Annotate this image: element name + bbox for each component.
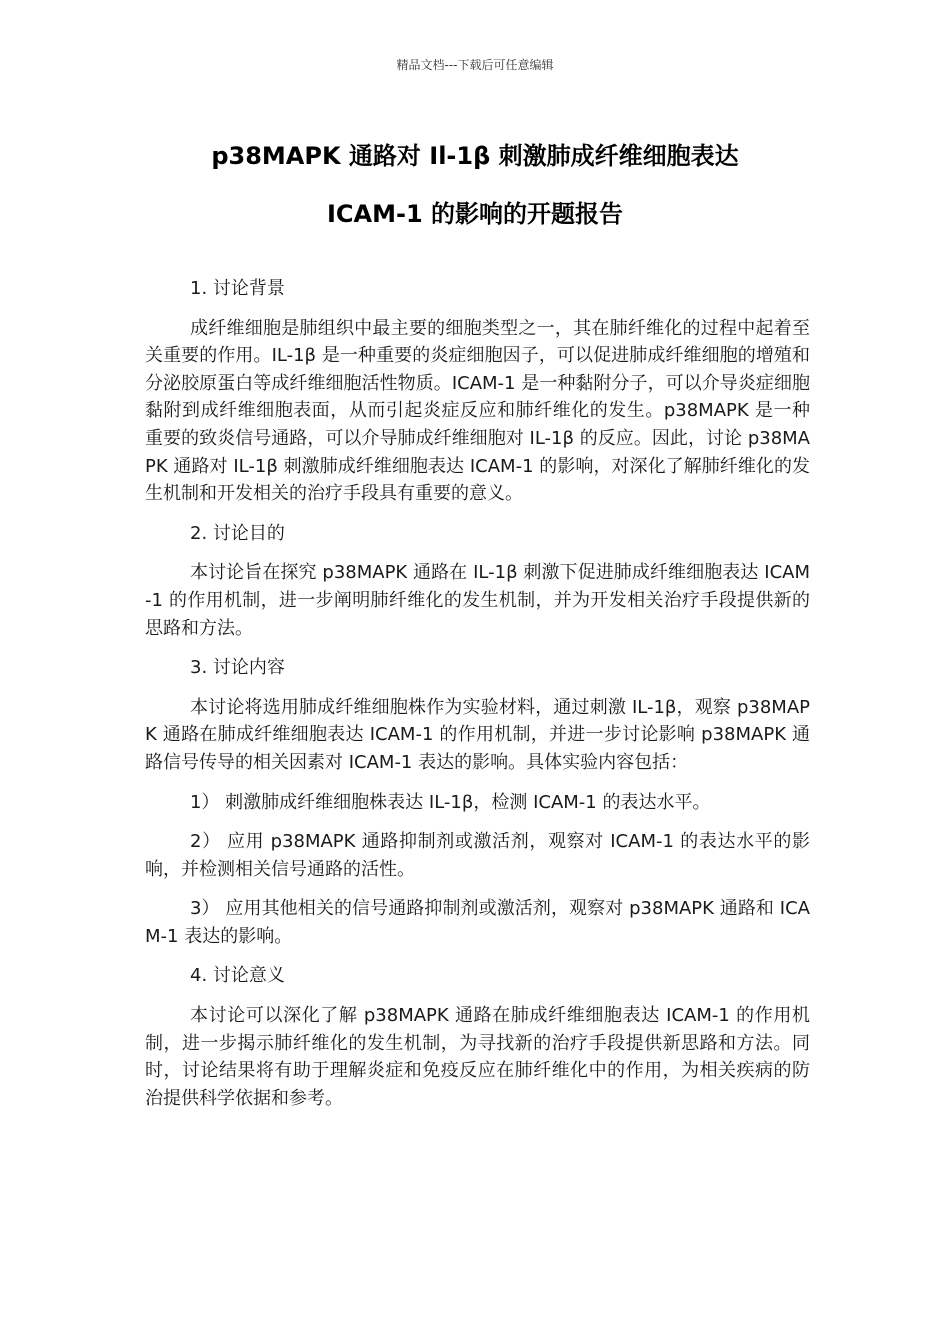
- list-item: 3） 应用其他相关的信号通路抑制剂或激活剂，观察对 p38MAPK 通路和 ICAM-1 表达的影响。: [145, 898, 810, 947]
- section-heading-significance: 4. 讨论意义: [190, 965, 285, 987]
- document-title-line-1: p38MAPK 通路对 Il-1β 刺激肺成纤维细胞表达: [211, 142, 739, 170]
- section-heading-purpose: 2. 讨论目的: [190, 522, 285, 544]
- list-item: 1） 刺激肺成纤维细胞株表达 IL-1β，检测 ICAM-1 的表达水平。: [190, 791, 711, 813]
- header-note: 精品文档---下载后可任意编辑: [396, 58, 554, 72]
- section-paragraph: 本讨论将选用肺成纤维细胞株作为实验材料，通过刺激 IL-1β，观察 p38MAPK 通路在肺成纤维细胞表达 ICAM-1 的作用机制，并进一步讨论影响 p38MAPK 通路信号传导的相关因素对 ICAM-1 表达的影响。具体实验内容包括：: [145, 696, 810, 773]
- section-paragraph: 本讨论旨在探究 p38MAPK 通路在 IL-1β 刺激下促进肺成纤维细胞表达 ICAM-1 的作用机制，进一步阐明肺纤维化的发生机制，并为开发相关治疗手段提供新的思路和方法。: [145, 562, 810, 639]
- document-title-line-2: ICAM-1 的影响的开题报告: [326, 200, 623, 228]
- section-heading-content: 3. 讨论内容: [190, 657, 285, 679]
- section-paragraph: 成纤维细胞是肺组织中最主要的细胞类型之一，其在肺纤维化的过程中起着至关重要的作用。IL-1β 是一种重要的炎症细胞因子，可以促进肺成纤维细胞的增殖和分泌胶原蛋白等成纤维细胞活性物质。ICAM-1 是一种黏附分子，可以介导炎症细胞黏附到成纤维细胞表面，从而引起炎症反应和肺纤维化的发生。p38MAPK 是一种重要的致炎信号通路，可以介导肺成纤维细胞对 IL-1β 的反应。因此，讨论 p38MAPK 通路对 IL-1β 刺激肺成纤维细胞表达 ICAM-1 的影响，对深化了解肺纤维化的发生机制和开发相关的治疗手段具有重要的意义。: [145, 317, 810, 505]
- section-heading-background: 1. 讨论背景: [190, 278, 285, 299]
- document-body: [145, 275, 810, 1112]
- list-item: 2） 应用 p38MAPK 通路抑制剂或激活剂，观察对 ICAM-1 的表达水平的影响，并检测相关信号通路的活性。: [145, 831, 810, 880]
- section-paragraph: 本讨论可以深化了解 p38MAPK 通路在肺成纤维细胞表达 ICAM-1 的作用机制，进一步揭示肺纤维化的发生机制，为寻找新的治疗手段提供新思路和方法。同时，讨论结果将有助于理解炎症和免疫反应在肺纤维化中的作用，为相关疾病的防治提供科学依据和参考。: [145, 1005, 810, 1109]
